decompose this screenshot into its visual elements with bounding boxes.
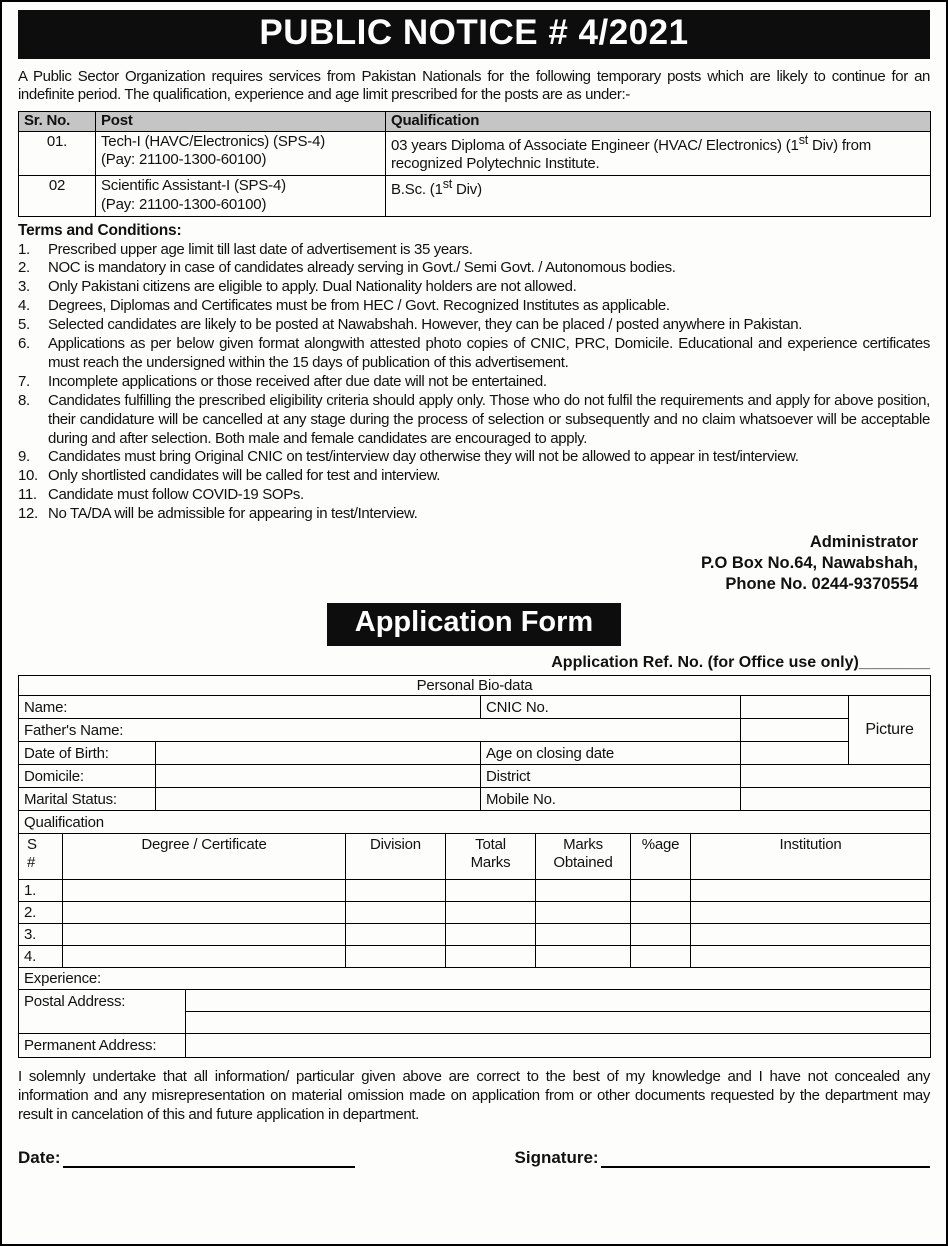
qualification-row [19, 902, 931, 924]
division-cell [346, 946, 446, 968]
row-number: 2. [19, 902, 63, 924]
dob-value-cell [156, 742, 481, 765]
cnic-value-cell [741, 696, 849, 719]
post-row [19, 131, 931, 176]
district-label: District [481, 765, 741, 788]
term-item [18, 335, 930, 373]
term-number: 11. [18, 486, 37, 504]
posts-table [18, 111, 931, 217]
application-form-banner: Application Form [327, 603, 621, 646]
term-number: 10. [18, 467, 38, 485]
term-text: Only shortlisted candidates will be called for test and interview. [48, 467, 441, 485]
term-item [18, 467, 930, 486]
term-text: Candidates fulfilling the prescribed eligibility criteria should apply only. Those who do not fulfil the requirements and apply for above position, their candidature will be cancelled at any stage during the process of selection or subsequently and no claim whatsoever will be acceptable during and after selection. Both male and female candidates are encouraged to apply. [48, 391, 930, 447]
marital-value-cell [156, 788, 481, 811]
term-number: 1. [18, 240, 30, 258]
district-value-cell [741, 765, 931, 788]
marks-obtained-header-line2: Obtained [553, 854, 613, 872]
postal-address-label: Postal Address: [19, 990, 186, 1034]
term-item [18, 316, 930, 335]
postal-address-row [19, 990, 931, 1012]
post-row [19, 176, 931, 217]
degree-header: Degree / Certificate [63, 834, 346, 880]
institution-header: Institution [691, 834, 931, 880]
marks-obtained-header-line1: Marks [563, 836, 603, 854]
term-item [18, 392, 930, 449]
institution-cell [691, 946, 931, 968]
serial-header [19, 834, 63, 880]
notice-title-banner: PUBLIC NOTICE # 4/2021 [18, 10, 930, 59]
date-signature-row [18, 1148, 930, 1168]
address-table [18, 967, 931, 1058]
posts-header-post: Post [96, 111, 386, 131]
post-pay-line: (Pay: 21100-1300-60100) [101, 195, 267, 213]
total-marks-header [446, 834, 536, 880]
term-number: 6. [18, 335, 30, 353]
degree-cell [63, 880, 346, 902]
division-cell [346, 880, 446, 902]
marks-obtained-cell [536, 924, 631, 946]
post-name [96, 131, 386, 176]
biodata-row-father [19, 719, 931, 742]
term-item [18, 486, 930, 505]
qualification-table [18, 833, 931, 968]
biodata-title-row [19, 676, 931, 696]
signatory-address: P.O Box No.64, Nawabshah, [700, 554, 918, 573]
total-marks-cell [446, 880, 536, 902]
total-marks-cell [446, 924, 536, 946]
signature-group [515, 1148, 930, 1168]
posts-header-sr: Sr. No. [19, 111, 96, 131]
marital-status-label: Marital Status: [19, 788, 156, 811]
signatory-phone: Phone No. 0244-9370554 [725, 575, 918, 594]
picture-box: Picture [849, 696, 931, 765]
term-number: 8. [18, 391, 30, 409]
postal-address-line1-cell [186, 990, 931, 1012]
marks-obtained-cell [536, 902, 631, 924]
percentage-header: %age [631, 834, 691, 880]
row-number: 3. [19, 924, 63, 946]
division-cell [346, 902, 446, 924]
division-cell [346, 924, 446, 946]
institution-cell [691, 902, 931, 924]
permanent-address-value-cell [186, 1034, 931, 1058]
term-text: Applications as per below given format alongwith attested photo copies of CNIC, PRC, Domicile. Educational and experience certificates must reach the undersigned within the 15 days of publication of this advertisement. [48, 335, 930, 371]
total-marks-cell [446, 946, 536, 968]
qualification-row [19, 880, 931, 902]
biodata-row-dob [19, 742, 931, 765]
biodata-table [18, 675, 931, 834]
term-number: 9. [18, 448, 30, 466]
term-item [18, 297, 930, 316]
age-label: Age on closing date [481, 742, 741, 765]
mobile-label: Mobile No. [481, 788, 741, 811]
biodata-row-marital [19, 788, 931, 811]
degree-cell [63, 902, 346, 924]
dob-label: Date of Birth: [19, 742, 156, 765]
term-text: No TA/DA will be admissible for appearing in test/Interview. [48, 505, 418, 523]
post-qualification-text: B.Sc. (1 [391, 181, 443, 199]
percentage-cell [631, 924, 691, 946]
term-number: 12. [18, 505, 38, 523]
signature-label: Signature: [514, 1148, 599, 1168]
permanent-address-label: Permanent Address: [19, 1034, 186, 1058]
signatory-title: Administrator [809, 532, 918, 551]
institution-cell [691, 880, 931, 902]
biodata-row-name [19, 696, 931, 719]
term-item [18, 373, 930, 392]
experience-row [19, 968, 931, 990]
signatory-block [18, 532, 930, 595]
name-field: Name: [19, 696, 481, 719]
post-qualification [386, 176, 931, 217]
term-text: Degrees, Diplomas and Certificates must be from HEC / Govt. Recognized Institutes as applicable. [48, 297, 670, 315]
total-marks-cell [446, 902, 536, 924]
term-text: NOC is mandatory in case of candidates already serving in Govt./ Semi Govt. / Autonomous bodies. [48, 259, 676, 277]
domicile-value-cell [156, 765, 481, 788]
percentage-cell [631, 946, 691, 968]
term-item [18, 505, 930, 524]
date-blank-line [63, 1152, 355, 1168]
post-qualification-text-cont: Div) [452, 181, 482, 199]
qualification-row [19, 946, 931, 968]
total-marks-header-line1: Total [475, 836, 506, 854]
term-number: 3. [18, 278, 30, 296]
term-text: Candidate must follow COVID-19 SOPs. [48, 486, 304, 504]
post-name-line1: Tech-I (HAVC/Electronics) (SPS-4) [101, 132, 326, 150]
mobile-value-cell [741, 788, 931, 811]
intro-paragraph: A Public Sector Organization requires services from Pakistan Nationals for the following temporary posts which are likely to continue for an indefinite period. The qualification, experience and age limit prescribed for the posts are as under:- [18, 68, 930, 104]
post-qualification [386, 131, 931, 176]
term-text: Candidates must bring Original CNIC on test/interview day otherwise they will not be allowed to appear in test/interview. [48, 448, 799, 466]
serial-header-line1: S [27, 836, 37, 854]
application-ref-line: Application Ref. No. (for Office use only)________ [551, 654, 930, 672]
total-marks-header-line2: Marks [470, 854, 511, 872]
term-text: Prescribed upper age limit till last date of advertisement is 35 years. [48, 240, 473, 258]
institution-cell [691, 924, 931, 946]
ordinal-superscript: st [442, 177, 453, 192]
term-text: Incomplete applications or those received after due date will not be entertained. [48, 372, 547, 390]
permanent-address-row [19, 1034, 931, 1058]
cnic-label: CNIC No. [481, 696, 741, 719]
term-number: 7. [18, 372, 30, 390]
posts-header-row [19, 111, 931, 131]
biodata-row-domicile [19, 765, 931, 788]
post-name [96, 176, 386, 217]
term-item [18, 448, 930, 467]
term-item [18, 278, 930, 297]
marks-obtained-cell [536, 880, 631, 902]
father-value-cell [741, 719, 849, 742]
post-pay-line: (Pay: 21100-1300-60100) [101, 151, 267, 169]
father-name-field: Father's Name: [19, 719, 741, 742]
division-header: Division [346, 834, 446, 880]
undertaking-paragraph: I solemnly undertake that all information/ particular given above are correct to the best of my knowledge and I have not concealed any information and any misrepresentation on material omission made on application from or other documents requested by the department may result in cancelation of this and future application in department. [18, 1068, 930, 1124]
post-name-line1: Scientific Assistant-I (SPS-4) [101, 177, 286, 195]
term-number: 5. [18, 316, 30, 334]
terms-list [18, 241, 930, 524]
post-qualification-text-cont: Div) from recognized Polytechnic Institute. [391, 136, 872, 173]
terms-heading: Terms and Conditions: [18, 221, 182, 239]
percentage-cell [631, 902, 691, 924]
ordinal-superscript: st [798, 132, 809, 147]
qualification-heading-row [19, 811, 931, 834]
row-number: 4. [19, 946, 63, 968]
posts-header-qualification: Qualification [386, 111, 931, 131]
domicile-label: Domicile: [19, 765, 156, 788]
experience-label: Experience: [19, 968, 931, 990]
date-label: Date: [18, 1148, 61, 1168]
marks-obtained-cell [536, 946, 631, 968]
date-group [18, 1148, 355, 1168]
marks-obtained-header [536, 834, 631, 880]
degree-cell [63, 946, 346, 968]
term-text: Only Pakistani citizens are eligible to apply. Dual Nationality holders are not allowed. [48, 278, 577, 296]
percentage-cell [631, 880, 691, 902]
row-number: 1. [19, 880, 63, 902]
qualification-row [19, 924, 931, 946]
signature-blank-line [601, 1152, 930, 1168]
qualification-header-row [19, 834, 931, 880]
term-number: 2. [18, 259, 30, 277]
serial-header-line2: # [27, 854, 36, 872]
term-text: Selected candidates are likely to be posted at Nawabshah. However, they can be placed / posted anywhere in Pakistan. [48, 316, 803, 334]
qualification-heading: Qualification [19, 811, 931, 834]
post-sr: 02 [19, 176, 96, 217]
term-number: 4. [18, 297, 30, 315]
term-item [18, 259, 930, 278]
postal-address-line2-cell [186, 1012, 931, 1034]
degree-cell [63, 924, 346, 946]
post-sr: 01. [19, 131, 96, 176]
post-qualification-text: 03 years Diploma of Associate Engineer (HVAC/ Electronics) (1 [391, 136, 799, 154]
term-item [18, 241, 930, 260]
biodata-title: Personal Bio-data [19, 676, 931, 696]
age-value-cell [741, 742, 849, 765]
